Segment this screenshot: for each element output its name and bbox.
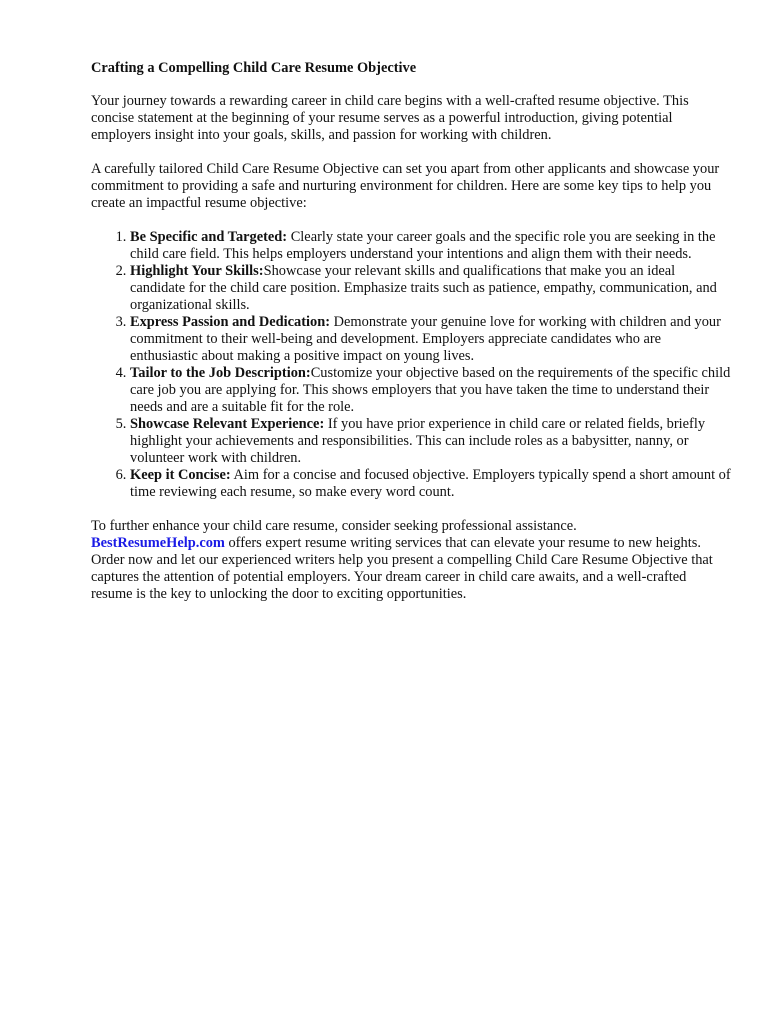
document-title: Crafting a Compelling Child Care Resume Objective: [91, 60, 417, 76]
tip-heading: Highlight Your Skills:: [130, 263, 264, 279]
tip-body: If you have prior experience in child care or related fields, briefly highlight your achievements and responsibilities. This can include roles as a babysitter, nanny, or volunteer work with children.: [130, 416, 706, 466]
list-item: [130, 365, 731, 416]
lead-paragraph: A carefully tailored Child Care Resume Objective can set you apart from other applicants and showcase your commitment to providing a safe and nurturing environment for children. Here are some key tips to help you create an impactful resume objective:: [91, 161, 720, 211]
tip-body: Showcase your relevant skills and qualifications that make you an ideal candidate for the child care position. Emphasize traits such as patience, empathy, communication, and organizational skills.: [130, 263, 717, 313]
tips-list: [91, 229, 731, 501]
tip-body: Customize your objective based on the requirements of the specific child care job you are applying for. This shows employers that you have taken the time to understand their needs and are a suitable fit for the role.: [130, 365, 731, 415]
tip-heading: Showcase Relevant Experience:: [130, 416, 325, 432]
closing-paragraph: [91, 518, 731, 603]
tip-body: Demonstrate your genuine love for working with children and your commitment to their well-being and development. Employers appreciate candidates who are enthusiastic about making a positive impact on young lives.: [130, 314, 721, 364]
bestresumehelp-link[interactable]: BestResumeHelp.com: [91, 535, 225, 551]
tip-heading: Express Passion and Dedication:: [130, 314, 331, 330]
intro-paragraph: Your journey towards a rewarding career in child care begins with a well-crafted resume objective. This concise statement at the beginning of your resume serves as a powerful introduction, giving potential employers insight into your goals, skills, and passion for working with children.: [91, 93, 689, 143]
tip-heading: Tailor to the Job Description:: [130, 365, 311, 381]
list-item: [130, 467, 731, 501]
tip-body: Aim for a concise and focused objective. Employers typically spend a short amount of time reviewing each resume, so make every word count.: [130, 467, 731, 500]
document-page: [91, 60, 731, 620]
list-item: [130, 314, 731, 365]
list-item: [130, 263, 731, 314]
tip-heading: Keep it Concise:: [130, 467, 231, 483]
list-item: [130, 416, 731, 467]
closing-rest-text: offers expert resume writing services that can elevate your resume to new heights. Order now and let our experienced writers help you present a compelling Child Care Resume Objective that captures the attention of potential employers. Your dream career in child care awaits, and a well-crafted resume is the key to unlocking the door to exciting opportunities.: [91, 535, 713, 602]
list-item: [130, 229, 731, 263]
tip-heading: Be Specific and Targeted:: [130, 229, 288, 245]
closing-start-text: To further enhance your child care resume, consider seeking professional assistance.: [91, 518, 577, 534]
tip-body: Clearly state your career goals and the specific role you are seeking in the child care field. This helps employers understand your intentions and align them with their needs.: [130, 229, 716, 262]
